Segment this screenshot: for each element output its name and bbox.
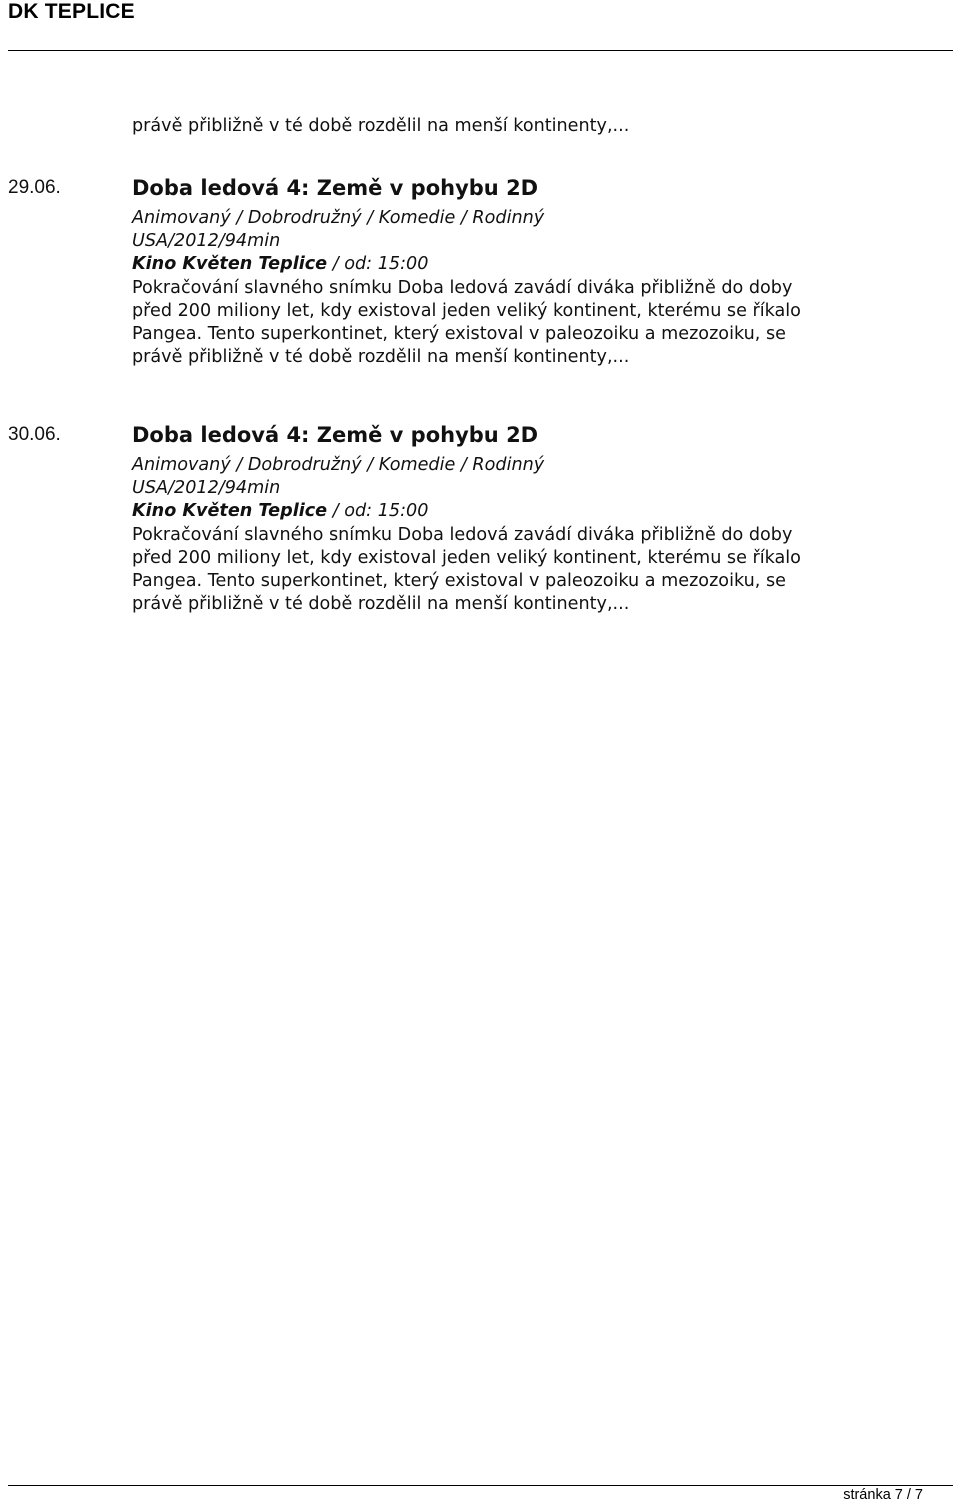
footer-divider (8, 1485, 953, 1486)
event-title: Doba ledová 4: Země v pohybu 2D (132, 176, 539, 200)
event-venue: Kino Květen Teplice (132, 254, 328, 275)
page-number: stránka 7 / 7 (843, 1487, 923, 1503)
event-genres: Animovaný / Dobrodružný / Komedie / Rodinný (132, 455, 545, 475)
event-description-line: Pokračování slavného snímku Doba ledová zavádí diváka přibližně do doby (132, 524, 793, 545)
event-description-line: právě přibližně v té době rozdělil na menší kontinenty,... (132, 347, 630, 368)
event-description-line: právě přibližně v té době rozdělil na menší kontinenty,... (132, 594, 630, 615)
event-details (132, 454, 942, 616)
event-venue-line (132, 253, 942, 276)
event-meta: USA/2012/94min (132, 231, 281, 252)
event-description-line: Pangea. Tento superkontinet, který existoval v paleozoiku a mezozoiku, se (132, 324, 786, 345)
event-description-line: před 200 miliony let, kdy existoval jeden veliký kontinent, kterému se říkalo (132, 300, 801, 321)
event-description-line: před 200 miliony let, kdy existoval jeden veliký kontinent, kterému se říkalo (132, 547, 801, 568)
header-divider (8, 50, 953, 51)
page-header (0, 0, 960, 52)
event-time: / od: 15:00 (327, 254, 429, 275)
event-time: / od: 15:00 (327, 501, 429, 522)
event-genres: Animovaný / Dobrodružný / Komedie / Rodinný (132, 208, 545, 228)
event-description-line: Pokračování slavného snímku Doba ledová zavádí diváka přibližně do doby (132, 277, 793, 298)
event-title: Doba ledová 4: Země v pohybu 2D (132, 423, 539, 447)
site-title: DK TEPLICE (8, 0, 135, 23)
event-details (132, 207, 942, 369)
event-meta: USA/2012/94min (132, 478, 281, 499)
event-venue: Kino Květen Teplice (132, 501, 328, 522)
event-date: 29.06. (8, 177, 61, 198)
event-date: 30.06. (8, 424, 61, 445)
event-venue-line (132, 500, 942, 523)
continued-description: právě přibližně v té době rozdělil na menší kontinenty,... (132, 116, 630, 136)
event-description-line: Pangea. Tento superkontinet, který existoval v paleozoiku a mezozoiku, se (132, 571, 786, 592)
